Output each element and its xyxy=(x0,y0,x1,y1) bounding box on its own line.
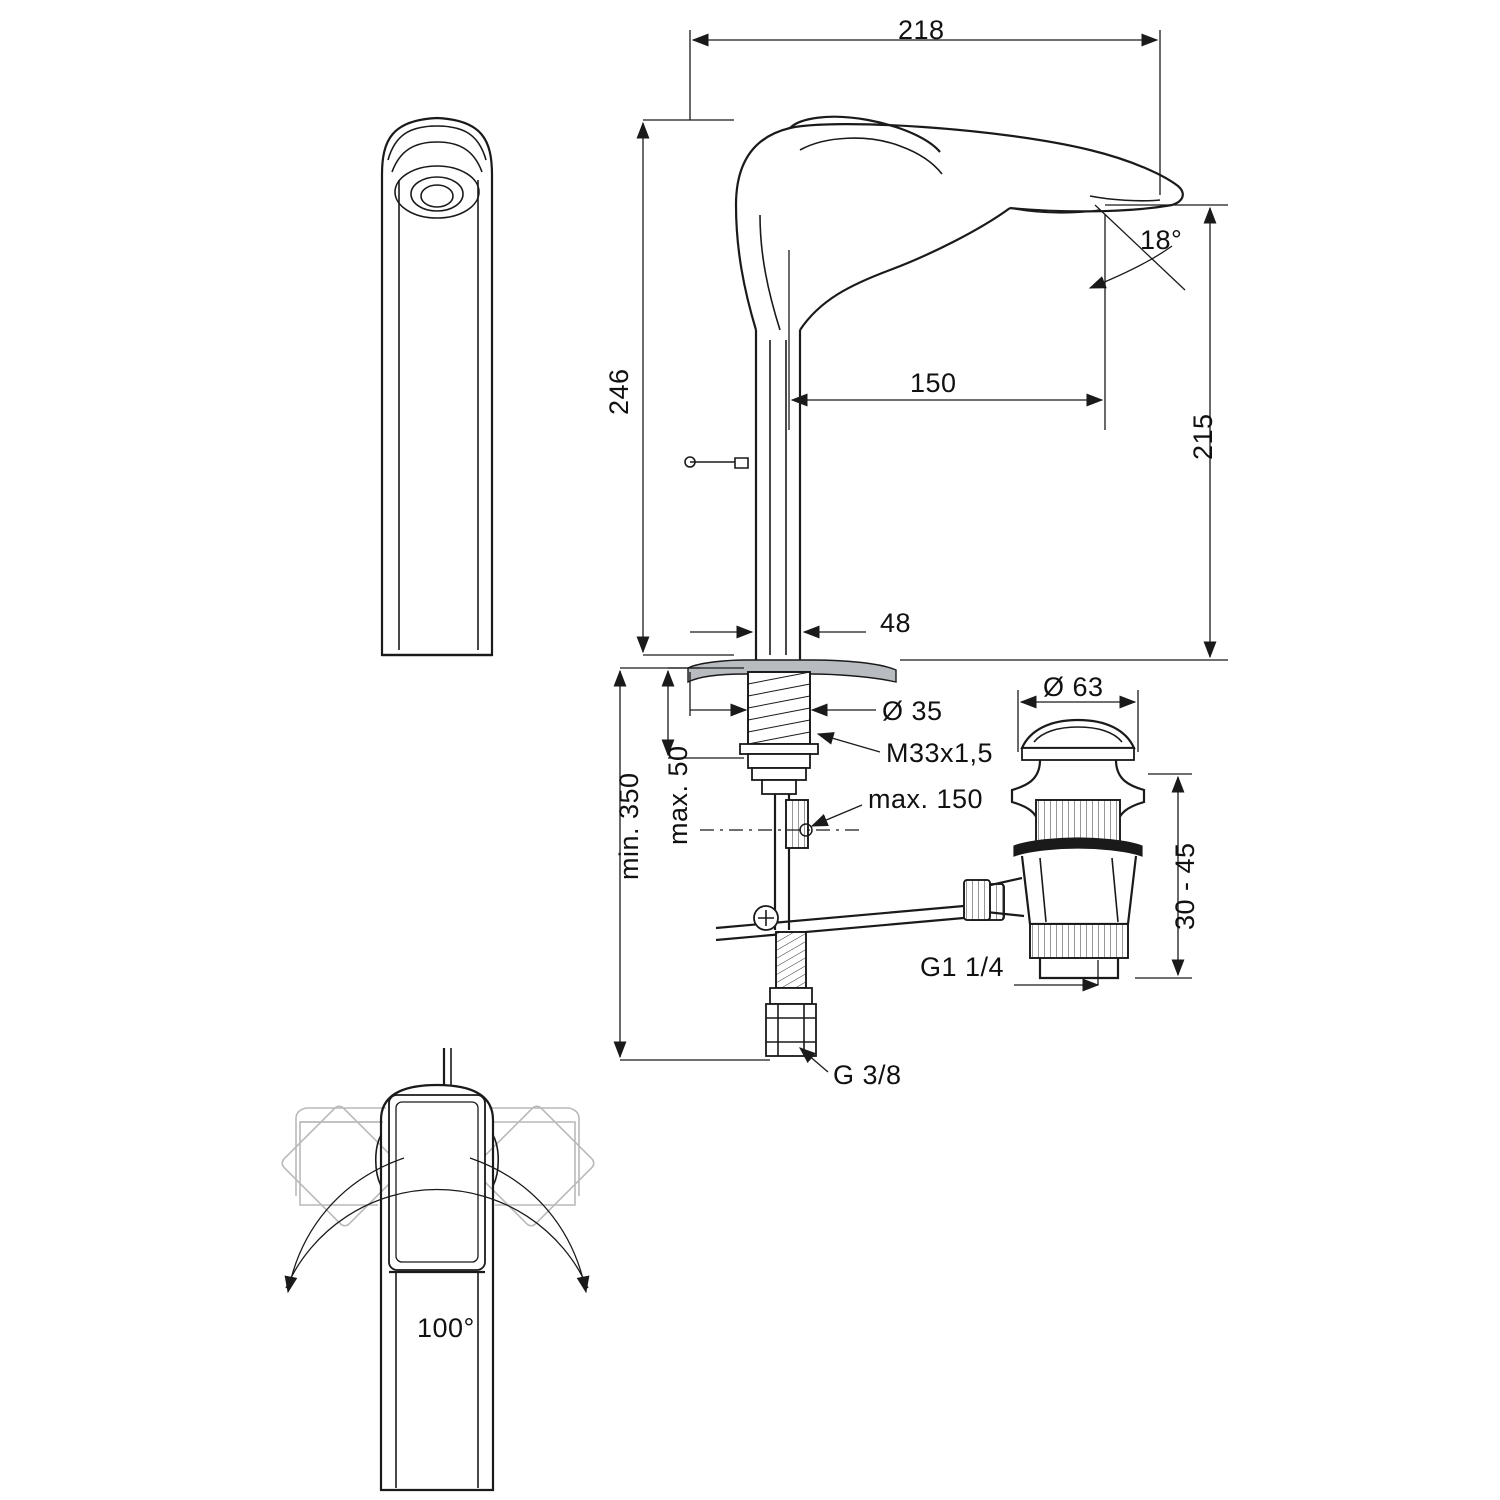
dim-label-min350: min. 350 xyxy=(614,772,644,880)
dim-label-dia63: Ø 63 xyxy=(1043,672,1104,702)
dim-label-48: 48 xyxy=(880,608,912,638)
dim-label-g114: G1 1/4 xyxy=(920,952,1005,982)
dim-label-218: 218 xyxy=(898,15,945,45)
dim-label-215: 215 xyxy=(1188,413,1218,460)
dim-label-150-reach: 150 xyxy=(910,368,957,398)
dim-label-246: 246 xyxy=(604,368,634,415)
side-view-geometry xyxy=(685,117,1183,1056)
dim-label-max150: max. 150 xyxy=(868,784,984,814)
dim-label-dia35: Ø 35 xyxy=(882,696,943,726)
dim-label-18deg: 18° xyxy=(1140,225,1183,255)
dim-label-30-45: 30 - 45 xyxy=(1170,842,1200,930)
dim-label-g38: G 3/8 xyxy=(833,1060,902,1090)
dim-label-m33: M33x1,5 xyxy=(886,738,994,768)
front-view-geometry xyxy=(382,118,492,655)
top-view-geometry xyxy=(280,1048,596,1490)
dim-label-max50: max. 50 xyxy=(663,745,693,845)
dim-label-100deg: 100° xyxy=(417,1313,475,1343)
dimension-lines xyxy=(620,30,1228,1072)
